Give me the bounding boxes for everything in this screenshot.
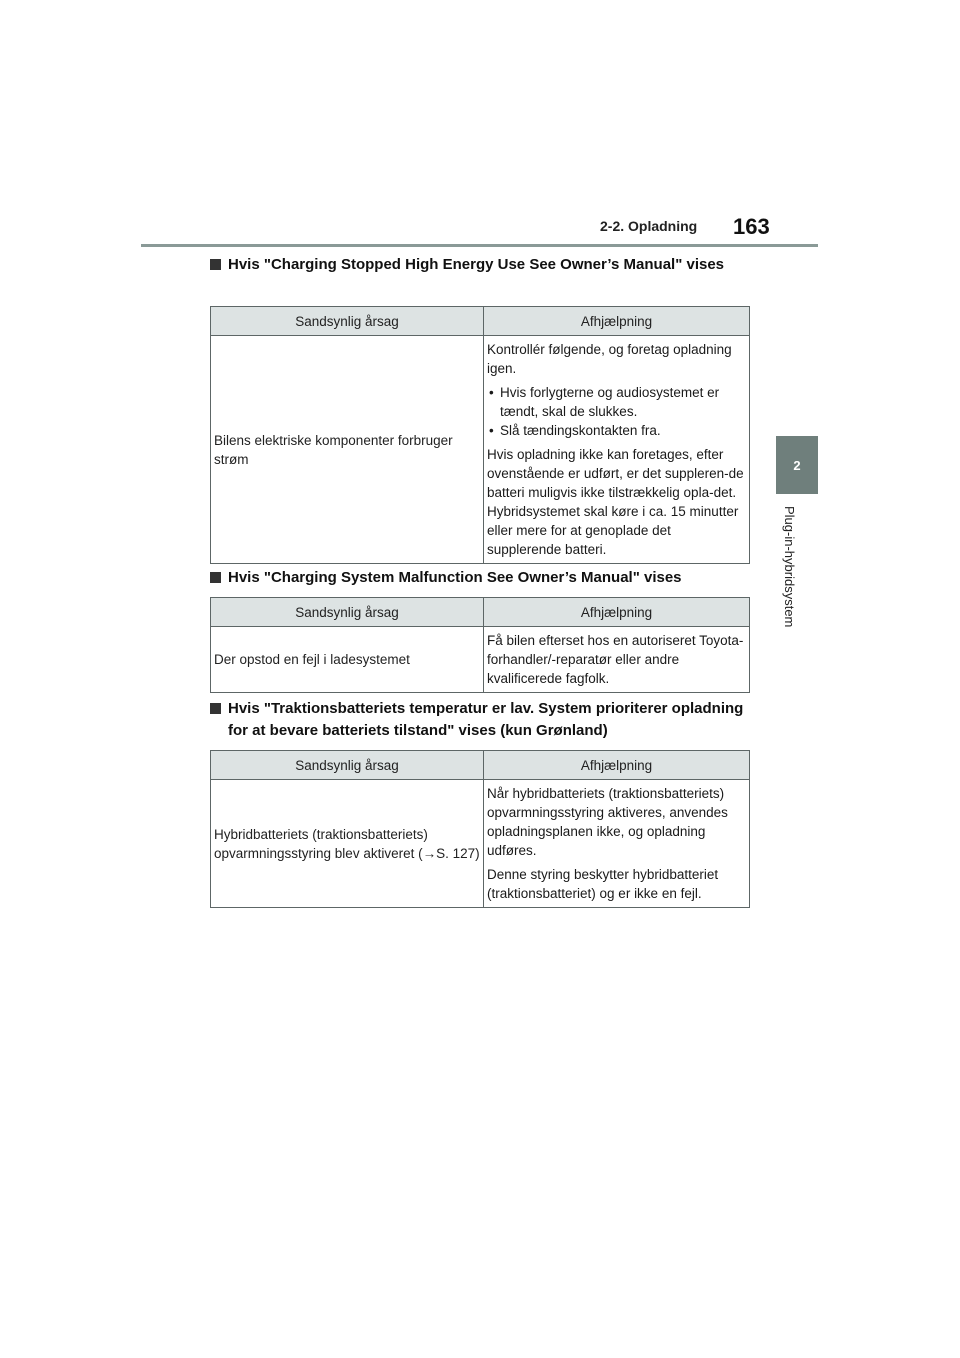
table-row bbox=[211, 780, 750, 908]
cause-remedy-table bbox=[210, 306, 750, 564]
cause-remedy-table bbox=[210, 750, 750, 908]
section-heading-text: Hvis "Charging System Malfunction See Owner’s Manual" vises bbox=[228, 569, 682, 586]
remedy-outro: Hvis opladning ikke kan foretages, efter ovenstående er udført, er det suppleren-de batteri muligvis ikke tilstrækkelig opla-det. Hybridsystemet skal køre i ca. 15 minutter eller mere for at genoplade det supplerende batteri. bbox=[487, 447, 744, 557]
remedy-cell bbox=[484, 336, 750, 564]
cause-cell: Bilens elektriske komponenter forbruger strøm bbox=[211, 336, 484, 564]
page-number: 163 bbox=[733, 214, 770, 239]
section-heading bbox=[210, 254, 750, 276]
table-header-row bbox=[211, 307, 750, 336]
remedy-list bbox=[487, 383, 746, 440]
remedy-intro: Få bilen efterset hos en autoriseret Toyota-forhandler/-reparatør eller andre kvalificerede fagfolk. bbox=[487, 633, 744, 686]
section-title: 2-2. Opladning bbox=[600, 218, 698, 234]
list-item: • Hvis forlygterne og audiosystemet er tændt, skal de slukkes. bbox=[489, 385, 720, 419]
chapter-number: 2 bbox=[793, 457, 801, 473]
section-heading-text: Hvis "Traktionsbatteriets temperatur er lav. System prioriterer opladning for at bevare batteriets tilstand" vises (kun Grønland) bbox=[228, 700, 744, 739]
square-bullet-icon bbox=[210, 703, 221, 714]
list-item: • Slå tændingskontakten fra. bbox=[489, 423, 661, 438]
header-cause: Sandsynlig årsag bbox=[211, 598, 484, 627]
header-remedy: Afhjælpning bbox=[484, 598, 750, 627]
bullet-icon: • bbox=[489, 423, 494, 438]
header-cause: Sandsynlig årsag bbox=[211, 307, 484, 336]
table-header-row bbox=[211, 751, 750, 780]
cause-remedy-table bbox=[210, 597, 750, 693]
remedy-outro: Denne styring beskytter hybridbatteriet (traktionsbatteriet) og er ikke en fejl. bbox=[487, 867, 719, 901]
table-header-row bbox=[211, 598, 750, 627]
remedy-intro: Når hybridbatteriets (traktionsbatteriets) opvarmningsstyring aktiveres, anvendes opladningsplanen ikke, og opladning udføres. bbox=[487, 786, 728, 858]
header-cause: Sandsynlig årsag bbox=[211, 751, 484, 780]
header-remedy: Afhjælpning bbox=[484, 307, 750, 336]
chapter-tab bbox=[776, 436, 818, 494]
table-row bbox=[211, 336, 750, 564]
header-remedy: Afhjælpning bbox=[484, 751, 750, 780]
section-heading bbox=[210, 698, 750, 742]
cause-cell: Der opstod en fejl i ladesystemet bbox=[211, 627, 484, 693]
chapter-label: Plug-in-hybridsystem bbox=[782, 506, 797, 628]
remedy-intro: Kontrollér følgende, og foretag opladning igen. bbox=[487, 342, 732, 376]
square-bullet-icon bbox=[210, 259, 221, 270]
header-divider bbox=[141, 244, 818, 247]
table-row bbox=[211, 627, 750, 693]
remedy-cell bbox=[484, 627, 750, 693]
section-heading bbox=[210, 567, 750, 589]
cause-cell: Hybridbatteriets (traktionsbatteriets) opvarmningsstyring blev aktiveret (→S. 127) bbox=[211, 780, 484, 908]
remedy-cell bbox=[484, 780, 750, 908]
section-heading-text: Hvis "Charging Stopped High Energy Use See Owner’s Manual" vises bbox=[228, 256, 725, 273]
bullet-icon: • bbox=[489, 385, 494, 400]
square-bullet-icon bbox=[210, 572, 221, 583]
